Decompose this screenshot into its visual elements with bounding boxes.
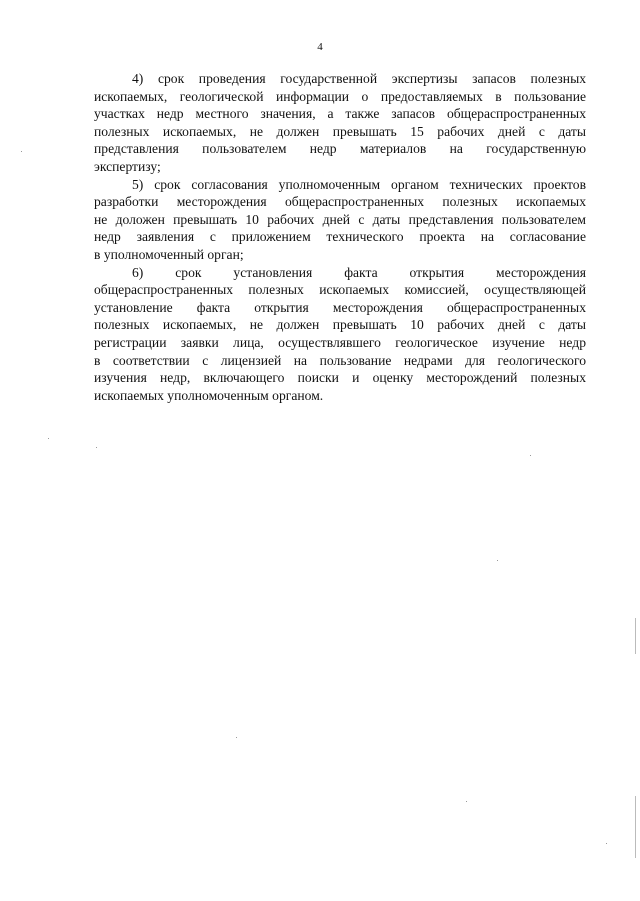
- paragraph-line: 6) срок установления факта открытия месторождения: [132, 264, 586, 280]
- scan-speck: [48, 438, 49, 439]
- paragraph-line: разработки месторождения общераспространенных полезных ископаемых: [94, 194, 586, 210]
- paragraph-line: регистрации заявки лица, осуществлявшего геологическое изучение недр: [94, 334, 586, 350]
- paragraph-line: полезных ископаемых, не должен превышать 15 рабочих дней с даты: [94, 123, 586, 139]
- paragraph-line: не доложен превышать 10 рабочих дней с даты представления пользователем: [94, 211, 586, 227]
- scan-speck: [606, 843, 607, 844]
- paragraph-line: в уполномоченный орган;: [94, 246, 244, 262]
- scan-speck: [466, 801, 467, 802]
- paragraph-line: ископаемых, геологической информации о предоставляемых в пользование: [94, 88, 586, 104]
- paragraph-line: экспертизу;: [94, 158, 161, 174]
- paragraph-line: полезных ископаемых, не должен превышать 10 рабочих дней с даты: [94, 317, 586, 333]
- paragraph-line: в соответствии с лицензией на пользование недрами для геологического: [94, 352, 586, 368]
- paragraph-line: изучения недр, включающего поиски и оценку месторождений полезных: [94, 370, 586, 386]
- paragraph-line: участках недр местного значения, а также запасов общераспространенных: [94, 106, 586, 122]
- document-body: [94, 70, 586, 404]
- scan-speck: [96, 447, 97, 448]
- paragraph-5: [94, 176, 586, 264]
- paragraph-6: [94, 264, 586, 405]
- paragraph-line: установление факта открытия месторождения общераспространенных: [94, 299, 586, 315]
- scan-speck: [530, 455, 531, 456]
- paragraph-line: общераспространенных полезных ископаемых комиссией, осуществляющей: [94, 282, 586, 298]
- paragraph-4: [94, 70, 586, 176]
- scan-speck: [497, 560, 498, 561]
- scan-edge-mark: [635, 618, 636, 654]
- paragraph-line: ископаемых уполномоченным органом.: [94, 387, 324, 403]
- paragraph-line: недр заявления с приложением технического проекта на согласование: [94, 229, 586, 245]
- scan-edge-mark: [635, 796, 636, 858]
- paragraph-line: 4) срок проведения государственной экспертизы запасов полезных: [132, 71, 586, 86]
- paragraph-line: представления пользователем недр материалов на государственную: [94, 141, 586, 157]
- page-number: 4: [317, 41, 323, 53]
- paragraph-line: 5) срок согласования уполномоченным органом технических проектов: [132, 176, 586, 192]
- scan-speck: [21, 151, 22, 152]
- scan-speck: [236, 737, 237, 738]
